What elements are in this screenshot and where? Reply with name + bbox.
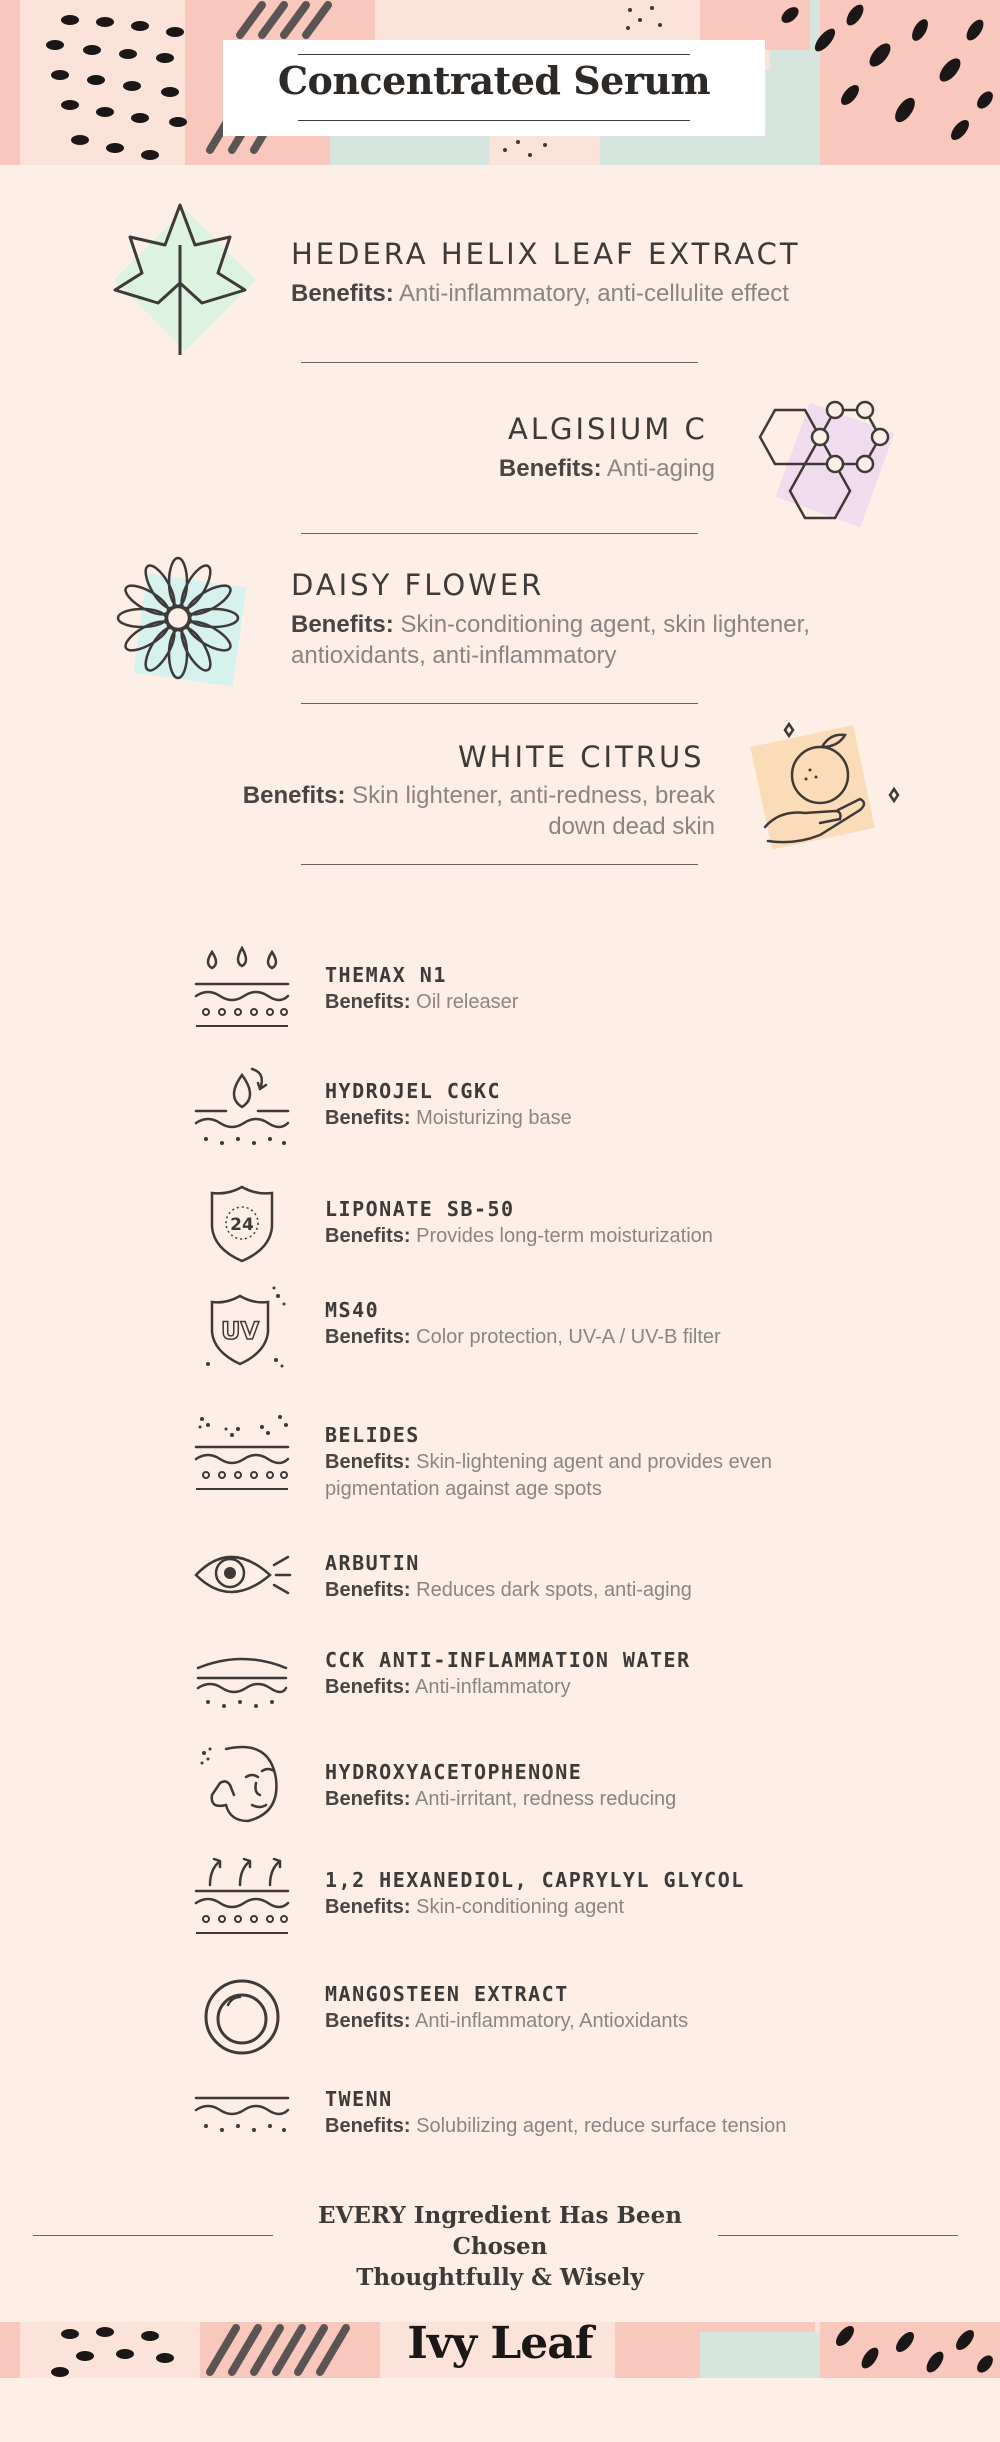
title-rule-bottom [298, 120, 690, 121]
ingredient-benefits: Benefits: Skin lightener, anti-redness, break down dead skin [242, 782, 715, 840]
shield-text: 24 [230, 1215, 254, 1235]
ingredient-name: THEMAX N1 [325, 963, 447, 987]
ingredient-benefits: Benefits: Solubilizing agent, reduce surface tension [325, 2115, 787, 2137]
ingredient-name: LIPONATE SB-50 [325, 1197, 515, 1221]
ingredient-benefits: Benefits: Provides long-term moisturization [325, 1225, 713, 1247]
page-title: Concentrated Serum [277, 58, 711, 103]
ingredient-name: CCK ANTI-INFLAMMATION WATER [325, 1648, 691, 1672]
water-drop-skin-icon [190, 1055, 294, 1155]
footer-tagline: EVERY Ingredient Has Been Chosen Thoughtfully & Wisely [318, 2202, 682, 2291]
ingredient-benefits: Benefits: Oil releaser [325, 991, 519, 1013]
ingredient-benefits: Benefits: Skin-conditioning agent, skin lightener, antioxidants, anti-inflammatory [291, 611, 810, 669]
brand-logo: Ivy Leaf [407, 2318, 593, 2369]
title-rule-top [298, 54, 690, 55]
ingredient-benefits: Benefits: Anti-irritant, redness reducing [325, 1788, 677, 1810]
ingredient-name: 1,2 HEXANEDIOL, CAPRYLYL GLYCOL [325, 1868, 745, 1892]
ingredient-name: ALGISIUM C [508, 412, 708, 446]
ingredient-benefits: Benefits: Reduces dark spots, anti-aging [325, 1579, 692, 1601]
citrus-hand-icon [750, 715, 910, 855]
ingredient-name: HEDERA HELIX LEAF EXTRACT [291, 237, 801, 271]
molecule-icon [750, 395, 910, 545]
ingredient-name: DAISY FLOWER [291, 568, 545, 602]
eye-icon [190, 1525, 294, 1625]
arrows-skin-icon [190, 1845, 294, 1945]
footer-rule-right [718, 2235, 958, 2236]
ingredient-name: MANGOSTEEN EXTRACT [325, 1982, 569, 2006]
mangosteen-icon [190, 1965, 294, 2065]
ingredient-benefits: Benefits: Anti-inflammatory, anti-cellulite effect [291, 280, 789, 307]
ingredient-name: HYDROXYACETOPHENONE [325, 1760, 583, 1784]
shield-text: UV [220, 1317, 260, 1345]
ingredient-benefits: Benefits: Anti-aging [498, 455, 715, 482]
title-box [223, 40, 765, 136]
footer-rule-left [33, 2235, 273, 2236]
oil-drops-skin-icon [190, 940, 294, 1040]
divider [301, 703, 698, 704]
ivy-leaf-icon [100, 195, 270, 365]
uv-shield-icon [190, 1280, 294, 1380]
divider [301, 533, 698, 534]
ingredient-name: TWENN [325, 2087, 393, 2111]
24h-shield-icon [190, 1175, 294, 1275]
face-icon [190, 1735, 294, 1835]
ingredient-benefits: Benefits: Color protection, UV-A / UV-B filter [325, 1326, 721, 1348]
skin-layer-icon [190, 1620, 294, 1720]
ingredient-name: ARBUTIN [325, 1551, 420, 1575]
ingredient-benefits: Benefits: Anti-inflammatory, Antioxidants [325, 2010, 689, 2032]
ingredient-name: WHITE CITRUS [458, 740, 705, 774]
ingredient-benefits: Benefits: Skin-conditioning agent [325, 1896, 625, 1918]
divider [301, 362, 698, 363]
daisy-flower-icon [110, 550, 270, 700]
ingredient-name: HYDROJEL CGKC [325, 1079, 502, 1103]
sparkle-skin-icon [190, 1405, 294, 1505]
ingredient-name: MS40 [325, 1298, 380, 1322]
wave-skin-icon [190, 2070, 294, 2170]
ingredient-benefits: Benefits: Anti-inflammatory [325, 1676, 571, 1698]
divider [301, 864, 698, 865]
ingredient-benefits: Benefits: Skin-lightening agent and provides even pigmentation against age spots [325, 1451, 772, 1500]
ingredient-name: BELIDES [325, 1423, 420, 1447]
ingredient-benefits: Benefits: Moisturizing base [325, 1107, 572, 1129]
